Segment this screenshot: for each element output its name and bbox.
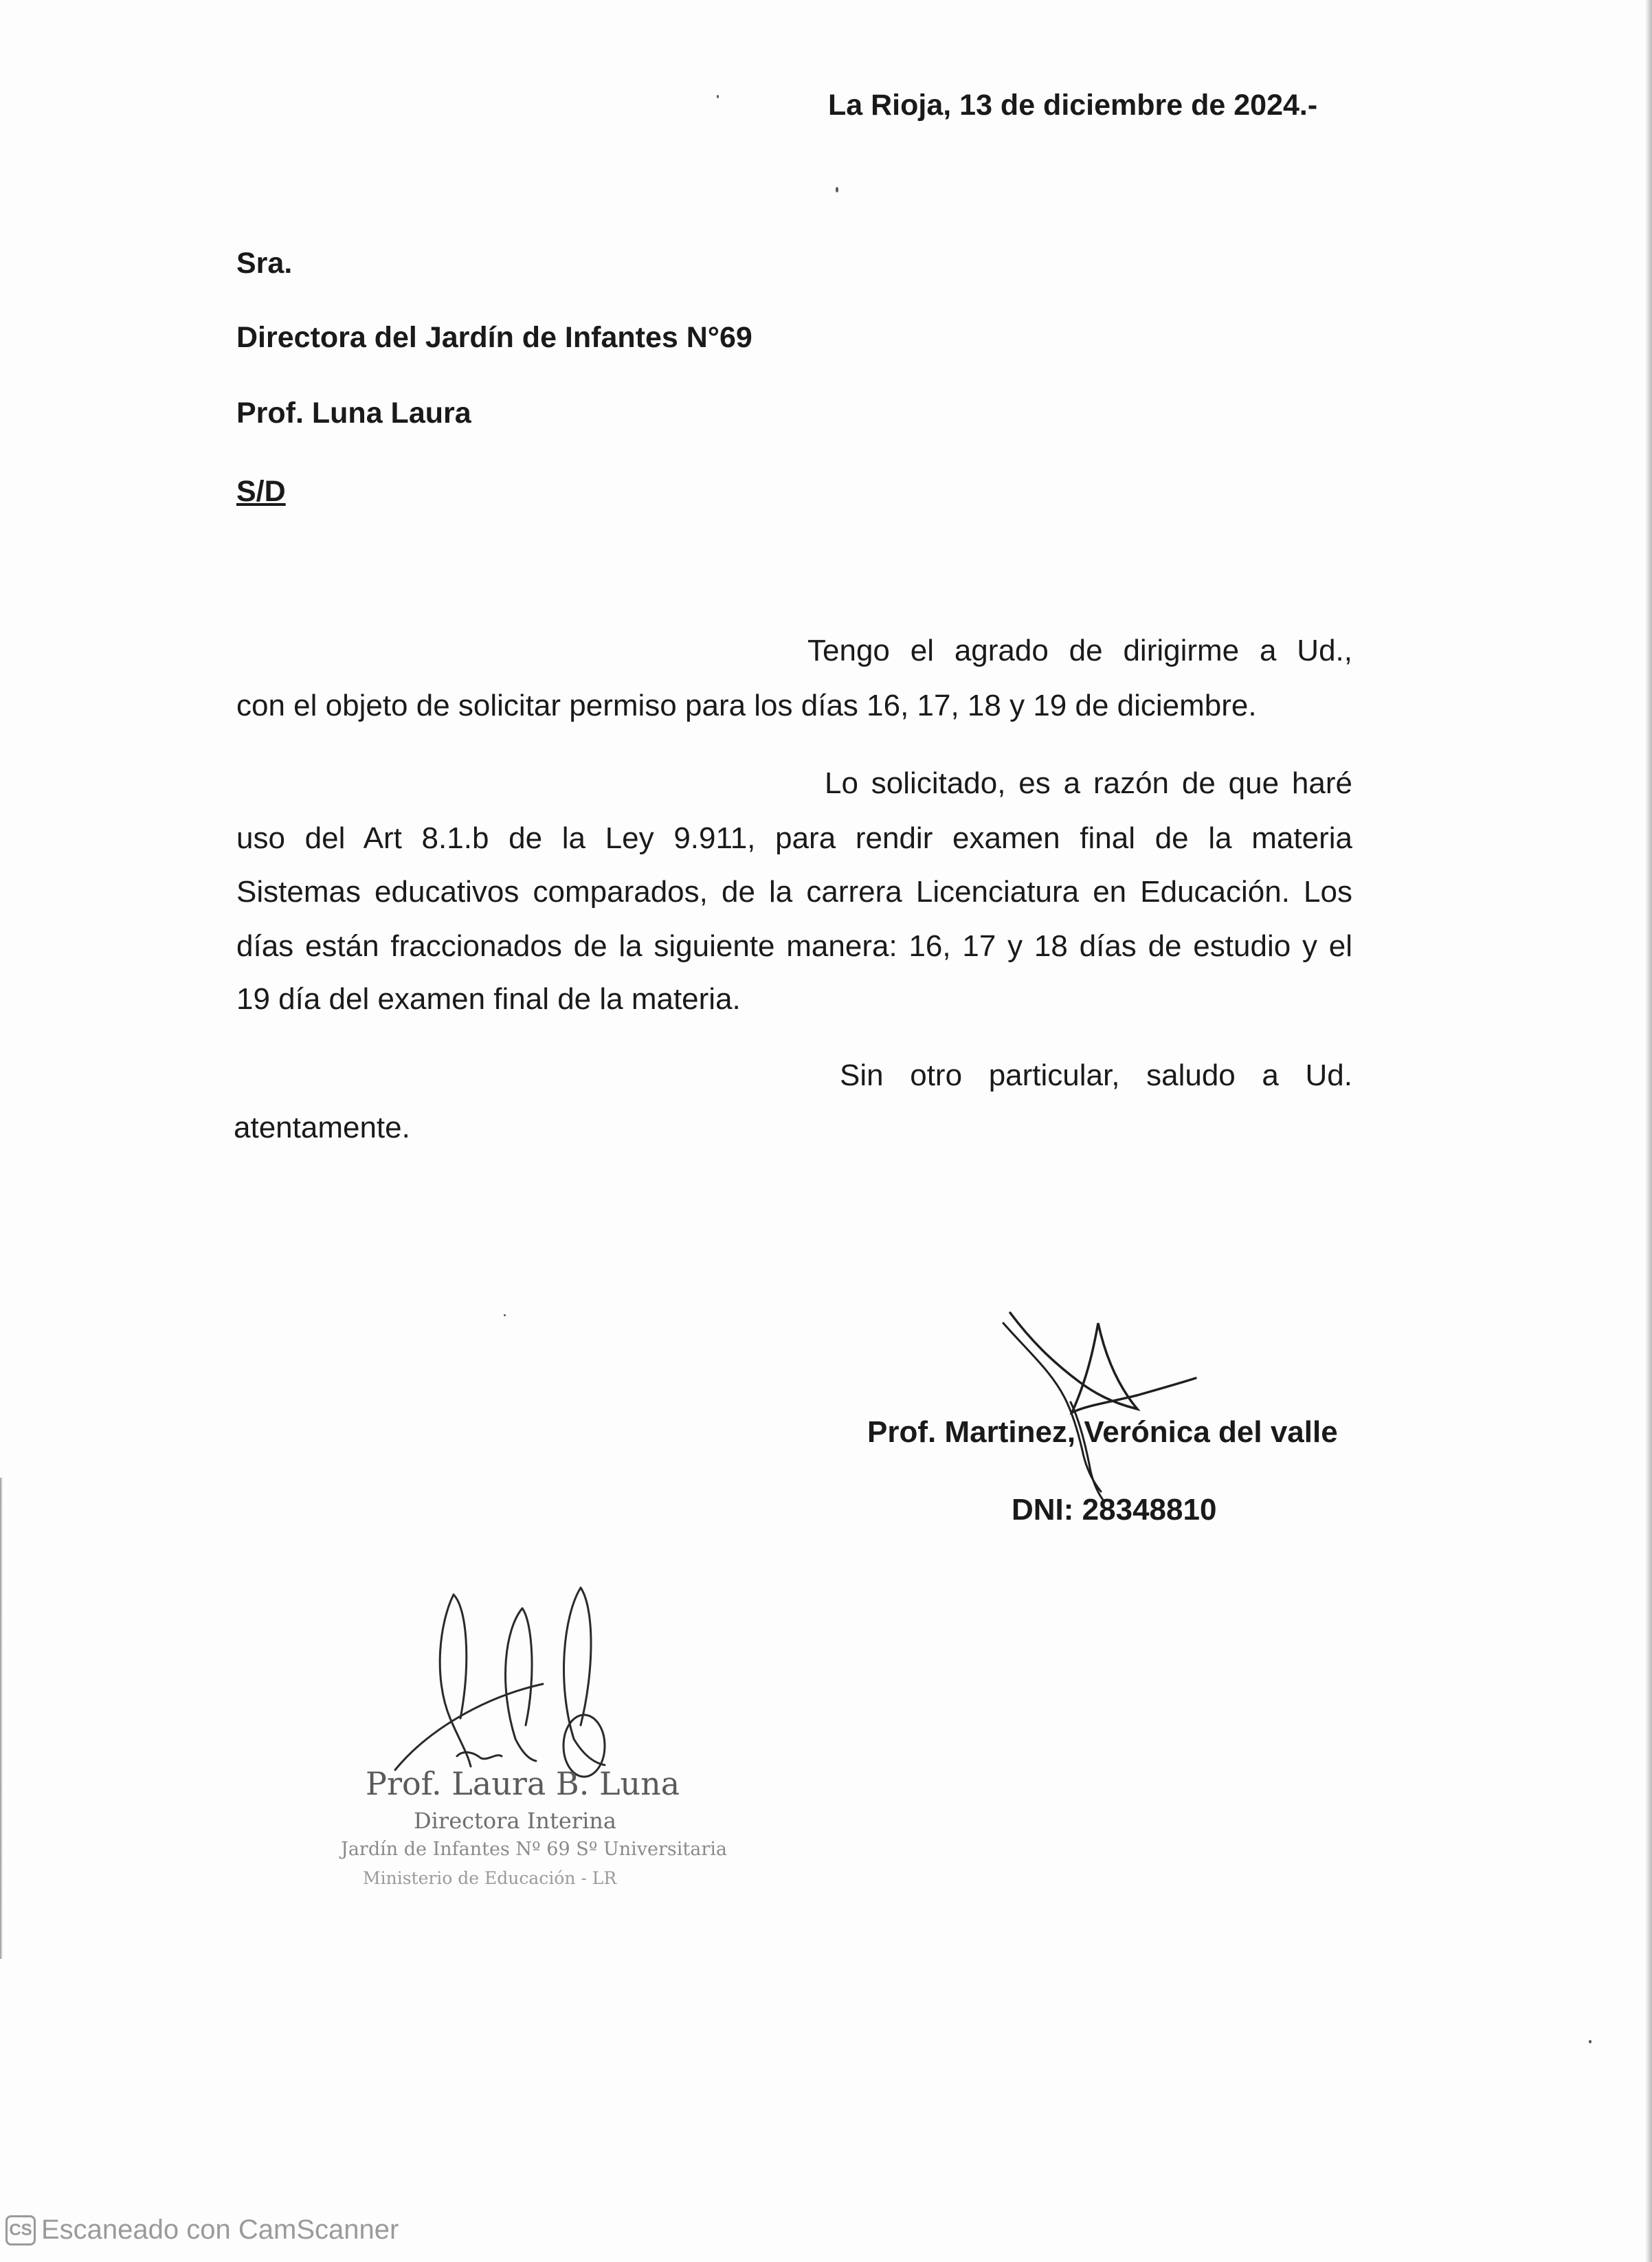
scan-left-edge: [0, 1478, 3, 1959]
body-paragraph-2-line-2: uso del Art 8.1.b de la Ley 9.911, para rendir examen final de la materia: [236, 821, 1352, 855]
body-paragraph-2-line-5: 19 día del examen final de la materia.: [236, 982, 741, 1016]
camscanner-logo-icon: CS: [5, 2215, 36, 2246]
recipient-sd: S/D: [236, 475, 286, 508]
director-signature-icon: [385, 1581, 660, 1787]
letter-date: La Rioja, 13 de diciembre de 2024.-: [828, 89, 1318, 122]
stamp-institution: Jardín de Infantes Nº 69 Sº Universitaria: [341, 1839, 727, 1860]
stamp-title: Directora Interina: [414, 1808, 616, 1834]
camscanner-watermark: [5, 2215, 399, 2246]
recipient-position: Directora del Jardín de Infantes N°69: [236, 321, 752, 354]
stamp-name: Prof. Laura B. Luna: [366, 1765, 680, 1802]
scan-speck: [717, 95, 719, 98]
recipient-name: Prof. Luna Laura: [236, 397, 471, 430]
body-paragraph-1-line-1: Tengo el agrado de dirigirme a Ud.,: [807, 634, 1352, 667]
closing-line-1: Sin otro particular, saludo a Ud.: [840, 1058, 1352, 1092]
stamp-ministry: Ministerio de Educación - LR: [363, 1868, 617, 1888]
watermark-text: Escaneado con CamScanner: [41, 2215, 399, 2245]
signer-name: Prof. Martinez, Verónica del valle: [867, 1415, 1338, 1449]
scan-speck: [504, 1314, 506, 1316]
body-paragraph-2-line-3: Sistemas educativos comparados, de la carrera Licenciatura en Educación. Los: [236, 875, 1352, 909]
sender-signature-icon: [990, 1285, 1209, 1512]
signer-dni: DNI: 28348810: [1012, 1493, 1217, 1527]
scan-speck: [1589, 2040, 1592, 2043]
closing-line-2: atentamente.: [234, 1111, 410, 1144]
body-paragraph-1-line-2: con el objeto de solicitar permiso para los días 16, 17, 18 y 19 de diciembre.: [236, 689, 1257, 722]
body-paragraph-2-line-1: Lo solicitado, es a razón de que haré: [825, 766, 1352, 800]
scan-edge-shadow: [1645, 0, 1652, 2262]
body-paragraph-2-line-4: días están fraccionados de la siguiente manera: 16, 17 y 18 días de estudio y el: [236, 929, 1352, 963]
recipient-salutation: Sra.: [236, 247, 293, 280]
scan-speck: [836, 187, 838, 192]
